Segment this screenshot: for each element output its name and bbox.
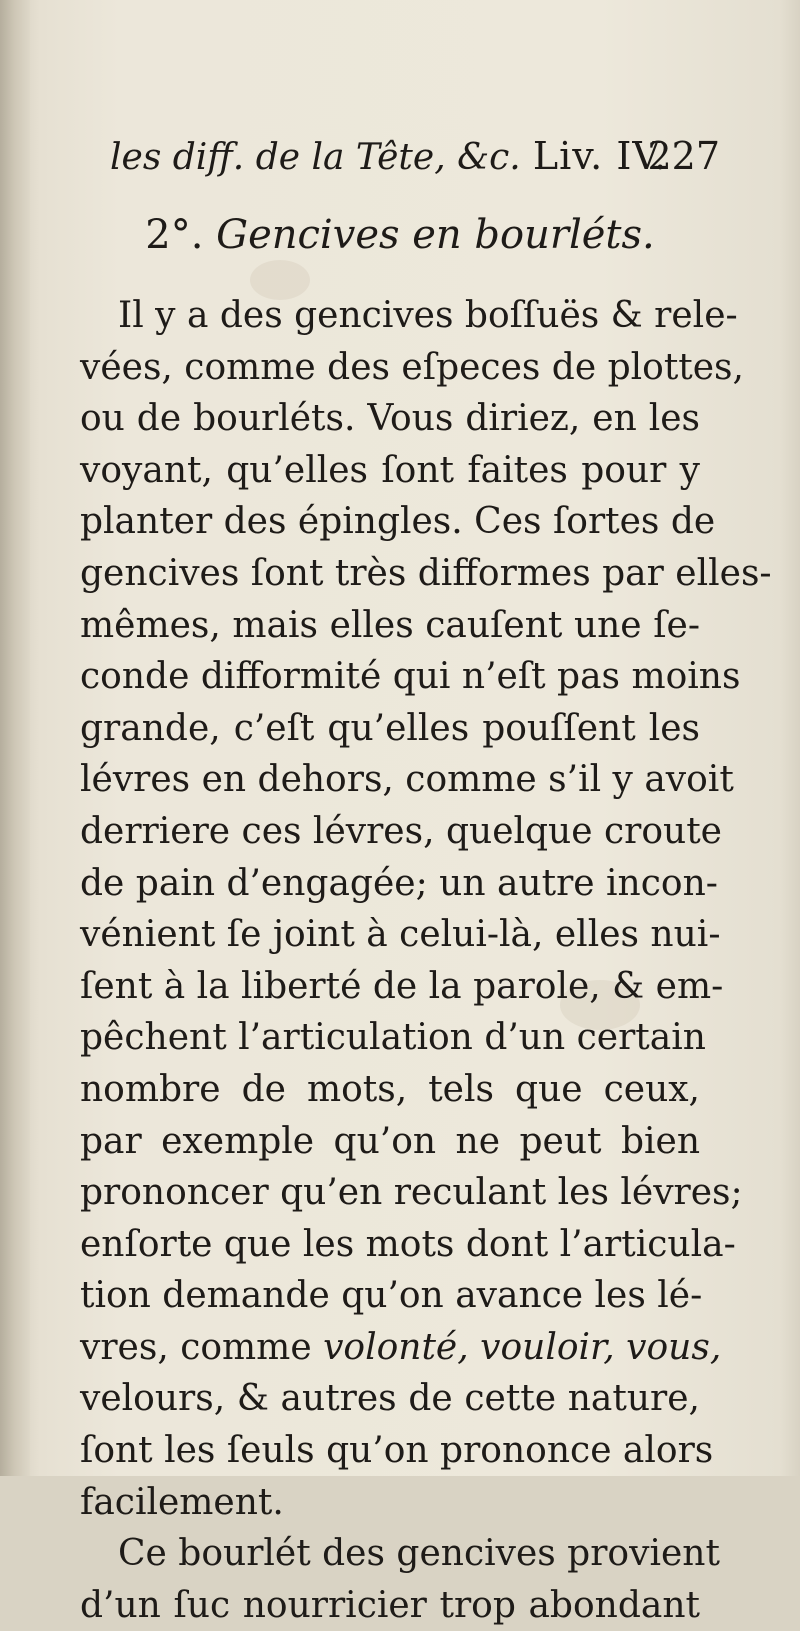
text-line: grande, c’eſt qu’elles pouſſent les <box>80 707 700 749</box>
text-line: enſorte que les mots dont l’articula- <box>80 1223 736 1265</box>
text-line: Ce bourlét des gencives provient <box>118 1533 720 1575</box>
italic-examples: volonté, vouloir, vous, <box>323 1326 722 1368</box>
text-line-mixed <box>80 1322 722 1374</box>
text-line: lévres en dehors, comme s’il y avoit <box>80 759 734 801</box>
text-line: de pain d’engagée; un autre incon- <box>80 862 718 904</box>
text-line: velours, & autres de cette nature, <box>80 1378 700 1420</box>
running-head-title: les diff. de la Tête, &c. <box>110 137 521 178</box>
section-heading: Gencives en bourléts. <box>216 212 655 258</box>
body-text <box>80 290 772 1631</box>
section-number: 2°. <box>145 212 204 258</box>
text-line: ou de bourléts. Vous diriez, en les <box>80 398 700 440</box>
section-title <box>0 205 800 265</box>
text-line: Il y a des gencives boſſuës & rele- <box>118 295 738 336</box>
text-line: derriere ces lévres, quelque croute <box>80 810 722 852</box>
text-line: ſent à la liberté de la parole, & em- <box>80 965 724 1007</box>
text-line: voyant, qu’elles ſont faites pour y <box>80 449 700 491</box>
page-number: 227 <box>647 134 720 178</box>
text-line: gencives ſont très difformes par elles- <box>80 552 772 594</box>
running-head <box>110 128 720 184</box>
text-line: planter des épingles. Ces ſortes de <box>80 501 716 543</box>
text-line: nombre de mots, tels que ceux, <box>80 1068 700 1110</box>
text-line: vées, comme des eſpeces de plottes, <box>80 346 744 388</box>
text-line: vénient ſe joint à celui-là, elles nui- <box>80 914 721 956</box>
text-line: ſont les ſeuls qu’on prononce alors <box>80 1430 714 1472</box>
text-line-lead: vres, comme <box>80 1326 324 1368</box>
text-line: d’un ſuc nourricier trop abondant <box>80 1584 700 1626</box>
paragraph-end-line: facilement. <box>80 1481 284 1523</box>
running-head-book: Liv. IV. <box>532 134 668 178</box>
text-line: pêchent l’articulation d’un certain <box>80 1017 706 1059</box>
text-line: par exemple qu’on ne peut bien <box>80 1120 700 1162</box>
text-line: tion demande qu’on avance les lé- <box>80 1275 703 1317</box>
text-line: conde difformité qui n’eſt pas moins <box>80 656 741 698</box>
text-line: prononcer qu’en reculant les lévres; <box>80 1172 743 1214</box>
text-line: mêmes, mais elles cauſent une ſe- <box>80 604 700 646</box>
